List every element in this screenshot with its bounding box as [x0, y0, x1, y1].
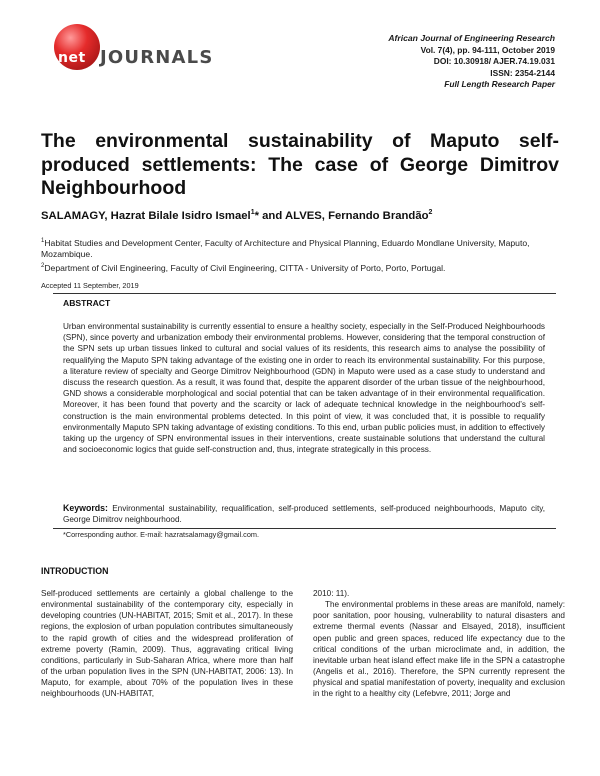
abstract-section: [53, 293, 556, 529]
paper-type: Full Length Research Paper: [444, 79, 555, 90]
intro-column-right: [313, 588, 565, 700]
affiliations: [41, 236, 563, 274]
keywords-label: Keywords:: [63, 503, 108, 513]
keywords: [63, 503, 545, 525]
abstract-heading: ABSTRACT: [63, 298, 111, 308]
accepted-date: Accepted 11 September, 2019: [41, 281, 139, 290]
journal-info-block: [295, 33, 555, 91]
author-1: SALAMAGY, Hazrat Bilale Isidro Ismael: [41, 209, 251, 222]
corresponding-mark: *: [254, 209, 259, 222]
intro-paragraph-2: The environmental problems in these areas are manifold, namely: poor sanitation, poor housing, vulnerability to natural disasters and extreme thermal events (Nassar and Elsayed, 2018), insufficient open public and green spaces, reduced life expectancy due to the critical conditions of the urban microclimate and, in addition, the inevitable urban heat island effect make life in the SPN a catastrophe (Angelis et al., 2016). Therefore, the SPN currently represent the physical and spatial manifestation of poverty, inequality and exclusion in the right to a healthy city (Lefebvre, 2011; Jorge and: [313, 600, 565, 699]
affiliation-2: [41, 261, 563, 274]
logo-text-journals: JOURNALS: [100, 47, 214, 68]
introduction-heading: INTRODUCTION: [41, 566, 109, 576]
intro-paragraph-1-continued: 2010: 11).: [313, 589, 350, 598]
corresponding-author: *Corresponding author. E-mail: hazratsalamagy@gmail.com.: [63, 530, 259, 539]
paper-title: The environmental sustainability of Maputo self-produced settlements: The case of George Dimitrov Neighbourhood: [41, 130, 559, 199]
author-1-affil-mark: 1: [250, 209, 255, 216]
intro-paragraph-1: Self-produced settlements are certainly a global challenge to the environmental sustainability of the contemporary city, especially in developing countries (UN-HABITAT, 2015; Smit et al., 2017). In these regions, the explosion of urban population contributes simultaneously to the rapid growth of cities and the widespread proliferation of extreme poverty (Ramin, 2009). Thus, aggravating critical living conditions, particularly in Sub-Saharan Africa, where more than half of the urban population lives in the SPN (UN-HABITAT, 2006: 13). In Maputo, for example, about 70% of the population lives in these neighbourhoods (UN-HABITAT,: [41, 589, 293, 699]
keywords-text: Environmental sustainability, requalification, self-produced settlements, self-produced neighbourhoods, Maputo city, George Dimitrov neighbourhood.: [63, 504, 545, 525]
affiliation-1-mark: 1: [41, 238, 45, 244]
journal-name: African Journal of Engineering Research: [388, 33, 555, 43]
affiliation-1-text: Habitat Studies and Development Center, Faculty of Architecture and Physical Planning, Eduardo Mondlane University, Maputo, Mozambique.: [41, 237, 530, 260]
volume-line: Vol. 7(4), pp. 94-111, October 2019: [420, 44, 555, 55]
author-2: ALVES, Fernando Brandão: [284, 209, 429, 222]
logo-text-net: net: [58, 50, 86, 66]
affiliation-1: [41, 236, 563, 261]
intro-column-left: [41, 588, 293, 700]
affiliation-2-text: Department of Civil Engineering, Faculty of Civil Engineering, CITTA - University of Porto, Porto, Portugal.: [44, 262, 446, 273]
author-line: [41, 209, 561, 222]
issn: ISSN: 2354-2144: [490, 67, 555, 78]
affiliation-2-mark: 2: [41, 262, 45, 269]
author-2-affil-mark: 2: [428, 209, 433, 216]
abstract-text: Urban environmental sustainability is currently essential to ensure a healthy society, especially in the Self-Produced Neighbourhoods (SPN), since poverty and urbanization embody their environmental problems. However, considering that the temporal construction of the SPN sets up urban tissues linked to cultural and social values of its residents, this research aims to analyse the possibility of requalifying the Maputo SPN taking advantage of the existing one in order to reach its environmental sustainability. For this purpose, a literature review of specialty and George Dimitrov Neighbourhood (GDN) in Maputo were used as a case study to understand and discuss the research question. As a result, it was found that, despite the apparent disorder of the urban tissue of the neighbourhood, GND shows a considerable morphological and social potential that can be taken advantage of in their environmental requalification. Moreover, it has been found that poverty and the scarcity or lack of adequate technical knowledge in the neighbourhood’s self-construction is the main environmental problems detected. In this point of view, it was concluded that, it is possible to requalify environmentally Maputo SPN taking advantage of existing conditions. To this end, urban public policies must, in addition to effectively taking up the urgency of SPN environmental issues in their interventions, create sustainable solutions that understand the cultural and socioeconomic logics that guide self-construction and, thus, integrate strategically in this process.: [63, 322, 545, 455]
author-conjunction: and: [262, 209, 283, 222]
netjournals-logo: [38, 16, 213, 78]
doi: DOI: 10.30918/ AJER.74.19.031: [433, 56, 555, 67]
